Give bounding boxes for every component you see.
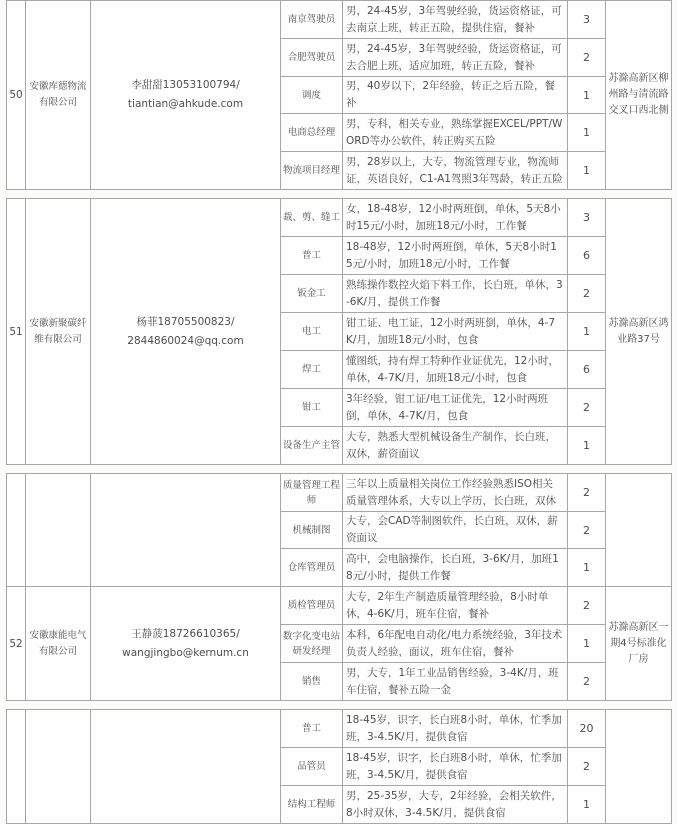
- contact-line: 王静菠18726610365/: [131, 627, 240, 640]
- job-title-cell: 结构工程师: [281, 786, 343, 824]
- company-address-cell: 苏滁高新区一期4号标准化厂房: [606, 587, 672, 701]
- job-description-cell: 高中，会电脑操作，长白班，3-6K/月，加班18元/小时，提供工作餐: [343, 549, 568, 587]
- job-table-block-1: [6, 0, 672, 190]
- job-row: [7, 587, 672, 625]
- job-title-cell: 合肥驾驶员: [281, 39, 343, 77]
- company-address-cell: 苏滁高新区鸿业路37号: [606, 199, 672, 465]
- headcount-cell: 2: [568, 748, 606, 786]
- job-title-cell: 焊工: [281, 351, 343, 389]
- job-table-block-4: [6, 709, 672, 824]
- row-number-cell: 50: [7, 1, 26, 190]
- job-title-cell: 数字化变电站研发经理: [281, 625, 343, 663]
- job-title-cell: 钳工: [281, 389, 343, 427]
- headcount-cell: 20: [568, 710, 606, 748]
- company-address-cell: 苏滁高新区柳州路与清流路交叉口西北侧: [606, 1, 672, 190]
- job-description-cell: 男，24-45岁，3年驾驶经验，货运资格证，可去合肥上班，适应加班，转正五险，餐补: [343, 39, 568, 77]
- job-title-cell: 电商总经理: [281, 114, 343, 152]
- contact-cell: [91, 587, 281, 701]
- contact-line: tiantian@ahkude.com: [127, 98, 244, 110]
- job-title-cell: 质检管理员: [281, 587, 343, 625]
- contact-cell: [91, 710, 281, 824]
- job-description-cell: 男，大专，1年工业品销售经验，3-4K/月，班车住宿，餐补五险一金: [343, 663, 568, 701]
- company-name-cell: 安徽康能电气有限公司: [26, 587, 91, 701]
- contact-line: 杨菲18705500823/: [136, 315, 235, 328]
- row-number-cell: [7, 710, 26, 824]
- job-description-cell: 男，40岁以下，2年经验，转正之后五险，餐补: [343, 77, 568, 114]
- company-address-cell: [606, 710, 672, 824]
- company-name-cell: 安徽新聚碳纤维有限公司: [26, 199, 91, 465]
- job-title-cell: 调度: [281, 77, 343, 114]
- job-title-cell: 质量管理工程师: [281, 474, 343, 512]
- job-description-cell: 男，24-45岁，3年驾驶经验，货运资格证，可去南京上班，转正五险，提供住宿，餐补: [343, 1, 568, 39]
- contact-line: wangjingbo@kernum.cn: [122, 646, 249, 659]
- headcount-cell: 6: [568, 351, 606, 389]
- headcount-cell: 2: [568, 587, 606, 625]
- headcount-cell: 1: [568, 77, 606, 114]
- job-table-block-3: [6, 473, 672, 701]
- headcount-cell: 1: [568, 152, 606, 190]
- job-description-cell: 大专，熟悉大型机械设备生产制作，长白班，双休，薪资面议: [343, 427, 568, 465]
- job-description-cell: 男，28岁以上，大专，物流管理专业，物流师证，英语良好，C1-A1驾照3年驾龄，转正五险: [343, 152, 568, 190]
- job-description-cell: 18-48岁，12小时两班倒，单休，5天8小时15元/小时，加班18元/小时，工作餐: [343, 237, 568, 275]
- job-title-cell: 普工: [281, 710, 343, 748]
- contact-line: 李甜甜13053100794/: [131, 79, 240, 91]
- job-description-cell: 三年以上质量相关岗位工作经验熟悉ISO相关质量管理体系，大专以上学历，长白班，双休: [343, 474, 568, 512]
- job-description-cell: 大专，2年生产制造质量管理经验，8小时单休，4-6K/月，班车住宿，餐补: [343, 587, 568, 625]
- contact-cell: [91, 199, 281, 465]
- contact-cell: [91, 474, 281, 587]
- job-description-cell: 钳工证、电工证，12小时两班倒，单休，4-7K/月，加班18元/小时，包食: [343, 313, 568, 351]
- headcount-cell: 1: [568, 313, 606, 351]
- headcount-cell: 3: [568, 1, 606, 39]
- job-title-cell: 电工: [281, 313, 343, 351]
- job-title-cell: 销售: [281, 663, 343, 701]
- job-row: [7, 710, 672, 748]
- headcount-cell: 1: [568, 427, 606, 465]
- headcount-cell: 1: [568, 786, 606, 824]
- job-description-cell: 懂图纸，持有焊工特种作业证优先，12小时，单休，4-7K/月，加班18元/小时，包食: [343, 351, 568, 389]
- company-name-cell: [26, 474, 91, 587]
- job-title-cell: 机械制图: [281, 512, 343, 549]
- job-row: [7, 474, 672, 512]
- headcount-cell: 3: [568, 199, 606, 237]
- headcount-cell: 2: [568, 39, 606, 77]
- job-description-cell: 熟练操作数控火焰下料工作，长白班，单休，3-6K/月，提供工作餐: [343, 275, 568, 313]
- job-row: [7, 199, 672, 237]
- job-title-cell: 品管员: [281, 748, 343, 786]
- row-number-cell: 51: [7, 199, 26, 465]
- job-description-cell: 男，25-35岁，大专，2年经验，会相关软件，8小时双休，3-4.5K/月，提供食宿: [343, 786, 568, 824]
- job-title-cell: 设备生产主管: [281, 427, 343, 465]
- headcount-cell: 6: [568, 237, 606, 275]
- headcount-cell: 2: [568, 474, 606, 512]
- job-description-cell: 18-45岁，识字，长白班8小时，单休，忙季加班，3-4.5K/月，提供食宿: [343, 710, 568, 748]
- headcount-cell: 2: [568, 512, 606, 549]
- job-description-cell: 女，18-48岁，12小时两班倒，单休，5天8小时15元/小时，加班18元/小时，工作餐: [343, 199, 568, 237]
- company-name-cell: 安徽库德物流有限公司: [26, 1, 91, 190]
- headcount-cell: 2: [568, 389, 606, 427]
- job-description-cell: 本科，6年配电自动化/电力系统经验，3年技术负责人经验，面议，班车住宿，餐补: [343, 625, 568, 663]
- contact-cell: [91, 1, 281, 190]
- job-description-cell: 大专，会CAD等制图软件，长白班，双休，薪资面议: [343, 512, 568, 549]
- job-title-cell: 物流项目经理: [281, 152, 343, 190]
- job-title-cell: 裁、剪、缝工: [281, 199, 343, 237]
- job-title-cell: 南京驾驶员: [281, 1, 343, 39]
- headcount-cell: 2: [568, 275, 606, 313]
- job-row: [7, 1, 672, 39]
- job-title-cell: 钣金工: [281, 275, 343, 313]
- headcount-cell: 2: [568, 663, 606, 701]
- row-number-cell: [7, 474, 26, 587]
- job-table-block-2: [6, 198, 672, 465]
- contact-line: 2844860024@qq.com: [127, 334, 244, 347]
- job-description-cell: 男，专科，相关专业，熟练掌握EXCEL/PPT/WORD等办公软件，转正购买五险: [343, 114, 568, 152]
- headcount-cell: 1: [568, 625, 606, 663]
- company-name-cell: [26, 710, 91, 824]
- headcount-cell: 1: [568, 549, 606, 587]
- job-description-cell: 18-45岁，识字，长白班8小时，单休，忙季加班，3-4.5K/月，提供食宿: [343, 748, 568, 786]
- job-title-cell: 普工: [281, 237, 343, 275]
- company-address-cell: [606, 474, 672, 587]
- job-description-cell: 3年经验，钳工证/电工证优先，12小时两班倒，单休，4-7K/月，包食: [343, 389, 568, 427]
- headcount-cell: 1: [568, 114, 606, 152]
- job-title-cell: 仓库管理员: [281, 549, 343, 587]
- row-number-cell: 52: [7, 587, 26, 701]
